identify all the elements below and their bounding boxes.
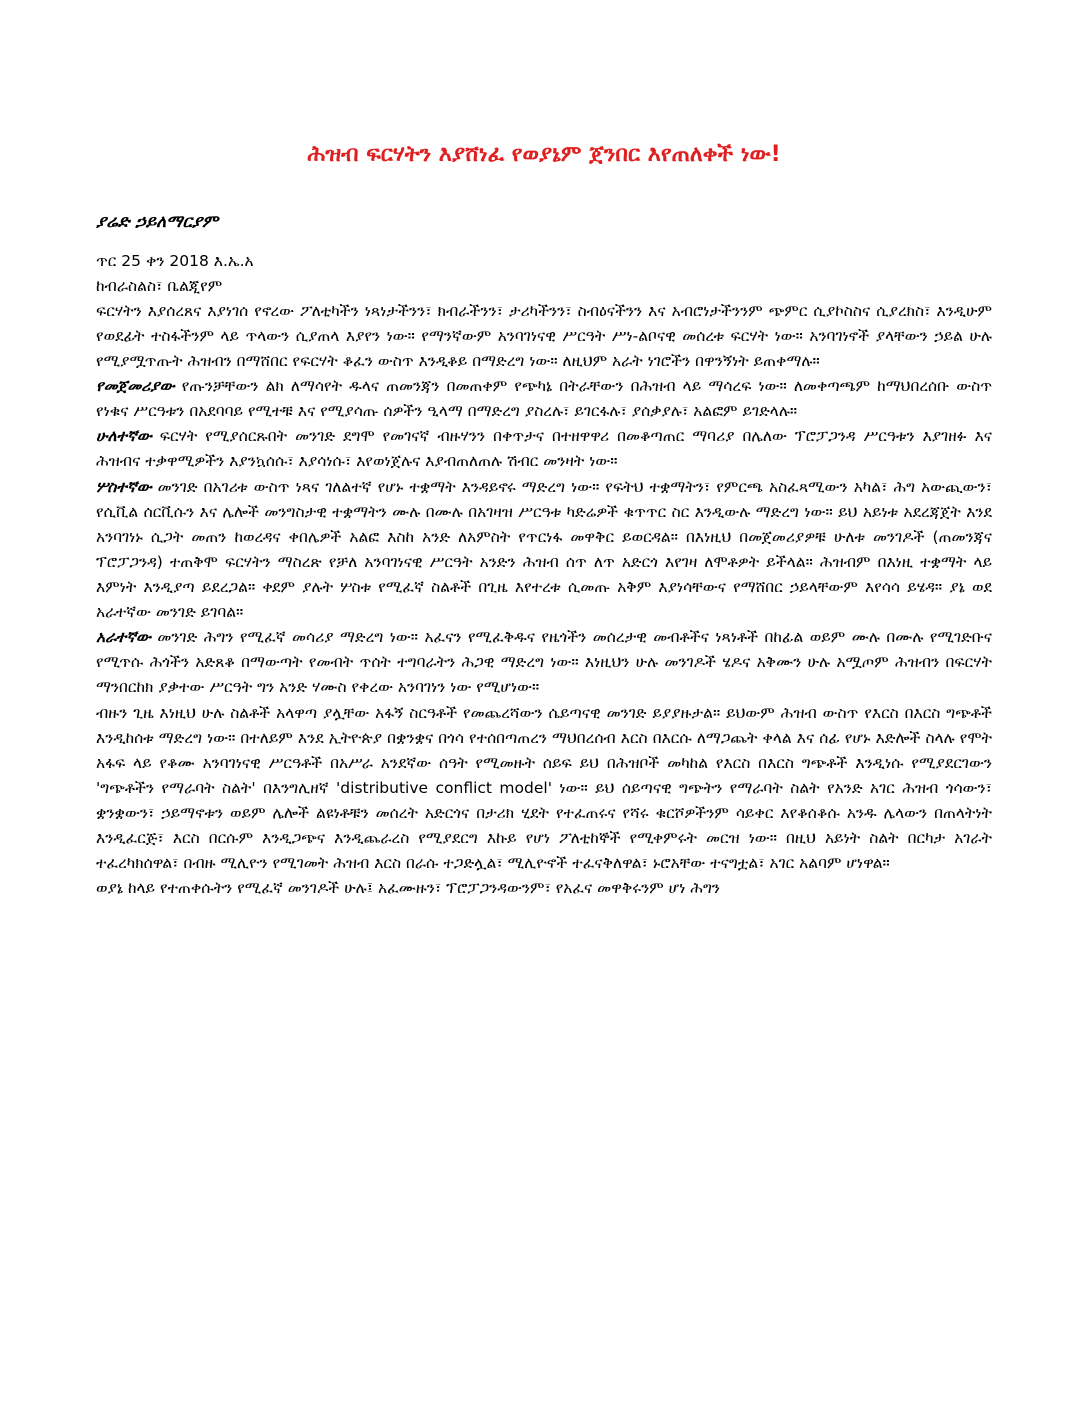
paragraph-text: መንገድ በአገሪቱ ውስጥ ነጻና ገለልተኛ የሆኑ ተቋማት እንዳይኖሩ ማድረግ ነው። የፍትህ ተቋማትን፣ የምርጫ አስፈጻሚውን አካል፣ ሕግ አውጪውን፣ የሲቪል ሰርቪሱን እና ሌሎች መንግስታዊ ተቋማትን ሙሉ በሙሉ በአገዛዝ ሥርዓቱ ካድሬዎች ቁጥጥር ስር እንዲውሉ ማድረግ ነው። ይህ አይነቱ አደረጃጀት እንደ አንባገነኑ ሲጋት መጠን ከወረዳና ቀበሌዎች አልፎ እስከ አንድ ለአምስት የጥርነፋ መዋቅር ይወርዳል። በእነዚህ በመጀመሪያዎቹ ሁለቱ መንገዶች (ጠመንጃና ፕሮፓጋንዳ) ተጠቅሞ ፍርሃትን ማስረጽ የቻለ አንባገነናዊ ሥርዓት አንድን ሕዝብ ሰጥ ለጥ አድርጎ እየገዛ ለሞቶዎት ይችላል። ሕዝብም በእነዚ ተቋማት ላይ እምነት እንዲያጣ ይደረጋል። ቀደም ያሉት ሦስቱ የሚፈኛ ስልቶች በጊዜ እየተረቱ ሲመጡ አቅም እያነሳቸውና የማሸበር ኃይላቸውም እየሳሳ ይሄዳ። ያኔ ወደ አራተኛው መንገድ ይገባል። [96, 477, 992, 622]
paragraph-lead: አራተኛው [96, 628, 151, 647]
article-body [96, 299, 992, 902]
document-title: ሕዝብ ፍርሃትን እያሸነፈ የወያኔም ጀንበር እየጠለቀች ነው! [307, 142, 781, 167]
paragraph-lead: ሦስተኛው [96, 477, 152, 496]
paragraph [96, 299, 992, 374]
paragraph [96, 424, 992, 474]
paragraph [96, 475, 992, 626]
author-name: ያሬድ ኃይለማርያም [96, 211, 219, 232]
paragraph-text: ወያኔ ከላይ የተጠቀሱትን የሚፈኛ መንገዶች ሁሉ፤ አፈሙዙን፣ ፕሮፓጋንዳውንም፣ የአፈና መዋቅሩንም ሆነ ሕግን [96, 879, 721, 898]
paragraph-lead: የመጀመሪያው [96, 377, 175, 396]
date-line: ጥር 25 ቀን 2018 እ.ኤ.አ [96, 251, 254, 270]
place-line: ከብራስልስ፣ ቤልጂየም [96, 276, 223, 295]
paragraph-text: መንገድ ሕግን የሚፈኛ መሳሪያ ማድረግ ነው። አፈናን የሚፈቅዱና የዜጎችን መሰረታዊ መብቶችና ነጻነቶች በከፊል ወይም ሙሉ በሙሉ የሚገድቡና የሚጥሱ ሕጎችን አድጸቆ በማውጣት የመብት ጥሰት ተግባራትን ሕጋዊ ማድረግ ነው። እነዚህን ሁሉ መንገዶች ሄዶና አቅሙን ሁሉ አሟጦም ሕዝብን በፍርሃት ማንበርከክ ያቃተው ሥርዓት ግን አንድ ሃሙስ የቀረው አንባገነን ነው የሚሆነው። [96, 628, 992, 697]
paragraph-text: የጡንቻቸውን ልክ ለማሳየት ዱላና ጠመንጃን በመጠቀም የጭካኔ በትራቸውን በሕዝብ ላይ ማሳረፍ ነው። ለመቀጣጫም ከማህበረሰቡ ውስጥ የነቁና ሥርዓቱን በአደባባይ የሚተቹ እና የሚያሳጡ ሰዎችን ዒላማ በማድረግ ያስረሉ፣ ይገርፋሉ፣ ያሰቃያሉ፣ አልፎም ይገድላሉ። [96, 377, 992, 421]
paragraph-lead: ሁለተኛው [96, 427, 152, 446]
paragraph [96, 876, 992, 901]
paragraph [96, 625, 992, 700]
paragraph-text: ፍርሃትን እያሰረጸና እያነገሰ የኖረው ፖለቲካችን ነጻነታችንን፣ ክብራችንን፣ ታሪካችንን፣ ስብዕናችንን እና አብሮነታችንንም ጭምር ሲያኮስስና ሲያረክስ፣ እንዲሁም የወደፊት ተስፋችንም ላይ ጥላውን ሲያጠላ እያየን ነው። የማንኛውም አንባገነናዊ ሥርዓት ሥነ-ልቦናዊ መሰረቱ ፍርሃት ነው። አንባገነኖች ያላቸውን ኃይል ሁሉ የሚያሟጥጡት ሕዝብን በማሸበር የፍርሃት ቆፈን ውስጥ እንዲቆይ በማድረግ ነው። ለዚህም አራት ነገሮችን በዋንኝነት ይጠቀማሉ። [96, 301, 992, 371]
document-page [96, 140, 992, 901]
paragraph [96, 701, 992, 877]
paragraph [96, 374, 992, 424]
paragraph-text: ብዙን ጊዜ እነዚህ ሁሉ ስልቶች አላዋጣ ያሏቸው አፋኝ ስርዓቶች የመጨረሻውን ሴይጣናዊ መንገድ ይያያዙታል። ይህውም ሕዝብ ውስጥ የእርስ በእርስ ግጭቶች እንዲከሰቱ ማድረግ ነው። በተለይም እንደ ኢትዮጵያ በቋንቋና በጎሳ የተሰበጣጠረን ማህበረሰብ እርስ በእርሱ ለማጋጨት ቀላል እና ሰፊ የሆኑ እድሎች ስላሉ የሞት አፋፍ ላይ የቆሙ አንባገነናዊ ሥርዓቶች በአሥራ አንደኛው ሰዓት የሚመዙት ሰይፍ ይህ በሕዝቦች መካከል የእርስ በእርስ ግጭቶች እንዲነሱ የሚያደርገውን 'ግጭቶችን የማራባት ስልት' በእንግሊዘኛ 'distributive conflict model' ነው። ይህ ሰይጣናዊ ግጭትን የማራባት ስልት የአንድ አገር ሕዝብ ጎሳውን፣ ቋንቋውን፣ ኃይማኖቱን ወይም ሌሎች ልዩነቶቹን መሰረት አድርጎና በታሪክ ሂደት የተፈጠሩና የሻሩ ቁርሾዎችንም ሳይቀር እየቆሰቆሱ አንዱ ሌላውን በጠላትነት እንዲፈርጅ፣ እርስ በርሱም እንዲጋጭና እንዲጨራረስ የሚያደርግ እኩይ የሆነ ፖለቲከኞች የሚቀምሩት መርዝ ነው። በዚህ አይነት ስልት በርካታ አገራት ተፈረካክሰዋል፣ በብዙ ሚሊዮን የሚገመት ሕዝብ እርስ በራሱ ተጋድሏል፣ ሚሊዮኖች ተፈናቅለዋል፣ ኑሮአቸው ተናግቷል፣ አገር አልባም ሆነዋል። [96, 703, 992, 873]
paragraph-text: ፍርሃት የሚያሰርጹበት መንገድ ደግሞ የመገናኛ ብዙሃንን በቀጥታና በተዘዋዋሪ በመቆጣጠር ማባሪያ በሌለው ፕሮፓጋንዳ ሥርዓቱን እያገዘፉ እና ሕዝብና ተቃዋሚዎችን እያንኳሰሱ፣ እያሳነሱ፣ እየወነጀሉና እያብጠለጠሉ ሽብር መንዛት ነው። [96, 427, 992, 471]
